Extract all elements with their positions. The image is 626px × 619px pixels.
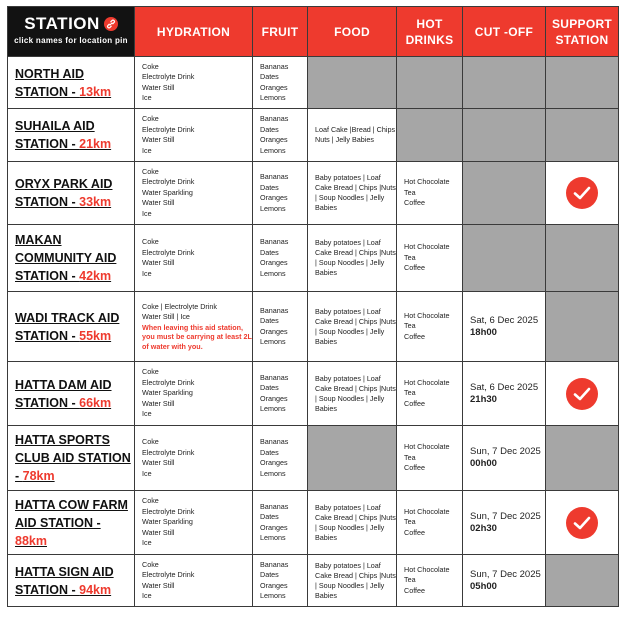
support-cell-unavailable: [546, 57, 619, 109]
fruit-item: Bananas: [260, 172, 289, 181]
fruit-item: Dates: [260, 247, 279, 257]
fruit-item: Dates: [260, 383, 279, 392]
hot-drink-item: Tea: [404, 388, 416, 398]
fruit-item: Oranges: [260, 82, 288, 92]
hot-drinks-cell: [397, 491, 463, 555]
fruit-item: Lemons: [260, 145, 286, 155]
fruit-item: Oranges: [260, 458, 288, 467]
hydration-item: Ice: [142, 208, 152, 218]
separator: -: [68, 137, 80, 151]
support-station-header: SUPPORT STATION: [546, 7, 619, 57]
hydration-item: Coke: [142, 496, 159, 506]
fruit-item: Lemons: [260, 203, 286, 213]
station-cell: [8, 162, 135, 225]
cutoff-cell-unavailable: [463, 57, 546, 109]
cutoff-date: Sun, 7 Dec 2025: [470, 568, 541, 580]
fruit-item: Dates: [260, 124, 279, 134]
hydration-item: Coke: [142, 559, 159, 569]
food-text: Baby potatoes | Loaf Cake Bread | Chips |Nuts | Soup Noodles | Jelly Babies: [315, 306, 396, 346]
food-cell: [308, 491, 397, 555]
hot-drink-item: Tea: [404, 452, 416, 462]
fruit-item: Lemons: [260, 404, 286, 413]
cutoff-time: 00h00: [470, 458, 497, 469]
station-link[interactable]: [15, 309, 134, 345]
table-row: [8, 162, 619, 225]
food-text: Baby potatoes | Loaf Cake Bread | Chips |Nuts | Soup Noodles | Jelly Babies: [315, 238, 396, 277]
cutoff-time: 21h30: [470, 393, 497, 405]
separator: -: [93, 515, 101, 530]
support-cell-unavailable: [546, 292, 619, 362]
station-name: HATTA DAM AID STATION: [15, 377, 112, 410]
hydration-cell: [135, 426, 253, 491]
separator: -: [68, 84, 80, 99]
station-cell: [8, 292, 135, 362]
hot-drink-item: Tea: [404, 517, 416, 527]
station-link[interactable]: [15, 496, 134, 550]
fruit-cell: [253, 555, 308, 607]
table-row: [8, 491, 619, 555]
fruit-item: Lemons: [260, 468, 286, 478]
fruit-item: Oranges: [260, 135, 288, 144]
fruit-item: Bananas: [260, 237, 289, 246]
separator: -: [68, 395, 80, 410]
hydration-item: Water Still: [142, 82, 175, 92]
hydration-item: Electrolyte Drink: [142, 506, 195, 516]
hydration-item: Coke: [142, 114, 159, 123]
fruit-cell: [253, 109, 308, 162]
hydration-warning: When leaving this aid station, you must be carrying at least 2L of water with you.: [142, 322, 252, 351]
hydration-item: Ice: [142, 145, 152, 155]
fruit-item: Oranges: [260, 326, 288, 336]
station-name: SUHAILA AID STATION: [15, 119, 95, 151]
cutoff-cell: [463, 426, 546, 491]
station-link[interactable]: [15, 563, 134, 599]
table-row: [8, 225, 619, 292]
fruit-cell: [253, 362, 308, 426]
fruit-item: Lemons: [260, 93, 286, 102]
table-row: [8, 57, 619, 109]
hot-drinks-cell: [397, 225, 463, 292]
fruit-cell: [253, 225, 308, 292]
station-link[interactable]: [15, 231, 134, 285]
hydration-item: Ice: [142, 591, 152, 600]
table-row: [8, 109, 619, 162]
station-distance: 88km: [15, 533, 47, 548]
cutoff-time: 02h30: [470, 522, 497, 534]
cutoff-cell: [463, 292, 546, 362]
hydration-item: Water Still: [142, 458, 175, 467]
hydration-item: Water Still: [142, 398, 175, 408]
fruit-item: Lemons: [260, 591, 286, 600]
cutoff-cell-unavailable: [463, 109, 546, 162]
fruit-item: Dates: [260, 512, 279, 521]
hydration-item: Coke: [142, 237, 159, 246]
cutoff-cell: [463, 555, 546, 607]
hydration-item: Water Sparkling: [142, 187, 193, 197]
station-name: HATTA COW FARM AID STATION: [15, 497, 128, 530]
station-distance: 42km: [79, 269, 112, 283]
hydration-header: HYDRATION: [135, 7, 253, 57]
station-name: NORTH AID STATION: [15, 66, 84, 99]
hot-drinks-cell: [397, 292, 463, 362]
station-cell: [8, 491, 135, 555]
hot-drink-item: Hot Chocolate: [404, 506, 450, 516]
fruit-item: Bananas: [260, 437, 289, 446]
station-link[interactable]: [15, 117, 134, 153]
hydration-item: Electrolyte Drink: [142, 570, 195, 579]
support-cell-unavailable: [546, 109, 619, 162]
fruit-item: Bananas: [260, 305, 289, 315]
hot-drink-item: Coffee: [404, 463, 426, 473]
food-cell: [308, 555, 397, 607]
hydration-item: Ice: [142, 538, 152, 548]
hot-drink-item: Hot Chocolate: [404, 442, 450, 452]
hydration-item: Electrolyte Drink: [142, 377, 195, 387]
support-cell: [546, 362, 619, 426]
hydration-item: Coke | Electrolyte Drink: [142, 301, 217, 311]
fruit-item: Oranges: [260, 522, 288, 532]
hydration-item: Water Still | Ice: [142, 312, 190, 322]
checkmark-icon: [566, 177, 598, 209]
hot-drink-item: Coffee: [404, 331, 426, 341]
station-distance: 55km: [79, 328, 112, 343]
station-header: [8, 7, 135, 57]
hydration-item: Water Still: [142, 527, 175, 537]
hydration-cell: [135, 162, 253, 225]
table-row: [8, 362, 619, 426]
station-name: ORYX PARK AID STATION: [15, 177, 113, 209]
support-cell-unavailable: [546, 426, 619, 491]
separator: -: [68, 582, 80, 597]
fruit-cell: [253, 162, 308, 225]
support-cell: [546, 162, 619, 225]
separator: -: [15, 469, 23, 483]
hot-drink-item: Tea: [404, 252, 416, 262]
hydration-item: Ice: [142, 268, 152, 278]
hydration-item: Water Still: [142, 580, 175, 590]
food-cell: [308, 109, 397, 162]
hydration-item: Electrolyte Drink: [142, 247, 195, 257]
fruit-item: Lemons: [260, 337, 286, 346]
fruit-item: Dates: [260, 570, 279, 579]
station-cell: [8, 57, 135, 109]
hot-drink-item: Hot Chocolate: [404, 310, 450, 320]
hot-drink-item: Coffee: [404, 263, 426, 273]
support-cell-unavailable: [546, 225, 619, 292]
fruit-item: Dates: [260, 316, 279, 325]
hydration-item: Coke: [142, 437, 159, 446]
food-text: Baby potatoes | Loaf Cake Bread | Chips |Nuts | Soup Noodles | Jelly Babies: [315, 173, 396, 212]
food-text: Baby potatoes | Loaf Cake Bread | Chips |Nuts | Soup Noodles | Jelly Babies: [315, 502, 396, 542]
cutoff-date: Sun, 7 Dec 2025: [470, 446, 541, 457]
station-distance: 33km: [79, 195, 112, 209]
hydration-item: Electrolyte Drink: [142, 124, 195, 134]
table-row: [8, 292, 619, 362]
station-name: HATTA SPORTS CLUB AID STATION: [15, 433, 131, 465]
hydration-item: Ice: [142, 468, 152, 478]
station-cell: [8, 426, 135, 491]
station-name: MAKAN COMMUNITY AID STATION: [15, 233, 117, 283]
hydration-item: Coke: [142, 166, 159, 176]
station-cell: [8, 225, 135, 292]
fruit-item: Dates: [260, 182, 279, 192]
hydration-cell: [135, 491, 253, 555]
cutoff-cell: [463, 491, 546, 555]
station-cell: [8, 109, 135, 162]
fruit-item: Lemons: [260, 268, 286, 278]
station-distance: 66km: [79, 395, 112, 410]
fruit-item: Bananas: [260, 61, 289, 71]
hydration-item: Coke: [142, 61, 159, 71]
food-cell-unavailable: [308, 426, 397, 491]
hot-drinks-cell-unavailable: [397, 109, 463, 162]
station-distance: 13km: [79, 84, 112, 99]
cutoff-date: Sun, 7 Dec 2025: [470, 510, 541, 522]
food-cell: [308, 162, 397, 225]
food-cell-unavailable: [308, 57, 397, 109]
hot-drink-item: Tea: [404, 187, 416, 197]
fruit-cell: [253, 491, 308, 555]
hydration-item: Ice: [142, 93, 152, 102]
cutoff-time: 18h00: [470, 326, 497, 338]
hydration-item: Electrolyte Drink: [142, 177, 195, 187]
fruit-item: Bananas: [260, 559, 289, 569]
separator: -: [68, 195, 80, 209]
fruit-item: Dates: [260, 72, 279, 81]
hot-drinks-cell: [397, 555, 463, 607]
cutoff-date: Sat, 6 Dec 2025: [470, 314, 539, 326]
hydration-cell: [135, 225, 253, 292]
hot-drink-item: Tea: [404, 575, 416, 585]
hot-drink-item: Coffee: [404, 398, 426, 408]
hydration-item: Ice: [142, 409, 152, 419]
hydration-cell: [135, 555, 253, 607]
station-link[interactable]: [15, 65, 134, 101]
hot-drink-item: Hot Chocolate: [404, 564, 450, 574]
hydration-item: Coke: [142, 367, 159, 377]
hydration-item: Water Still: [142, 258, 175, 267]
cutoff-cell-unavailable: [463, 225, 546, 292]
cutoff-time: 05h00: [470, 580, 497, 592]
fruit-item: Bananas: [260, 501, 289, 511]
station-link[interactable]: [15, 175, 134, 211]
fruit-item: Oranges: [260, 393, 288, 403]
fruit-item: Bananas: [260, 114, 289, 123]
hydration-item: Water Still: [142, 135, 175, 144]
hot-drink-item: Coffee: [404, 585, 426, 595]
hot-drinks-header: HOT DRINKS: [397, 7, 463, 57]
checkmark-icon: [566, 378, 598, 410]
food-cell: [308, 362, 397, 426]
hydration-item: Electrolyte Drink: [142, 447, 195, 457]
fruit-item: Oranges: [260, 193, 288, 202]
food-text: Loaf Cake |Bread | Chips Nuts | Jelly Babies: [315, 125, 396, 144]
food-cell: [308, 292, 397, 362]
checkmark-icon: [566, 507, 598, 539]
separator: -: [68, 269, 80, 283]
food-text: Baby potatoes | Loaf Cake Bread | Chips |Nuts | Soup Noodles | Jelly Babies: [315, 560, 396, 600]
fruit-cell: [253, 426, 308, 491]
cutoff-cell-unavailable: [463, 162, 546, 225]
hydration-item: Water Sparkling: [142, 388, 193, 398]
hot-drink-item: Tea: [404, 321, 416, 331]
hot-drink-item: Hot Chocolate: [404, 177, 450, 187]
support-cell-unavailable: [546, 555, 619, 607]
link-icon: [104, 17, 118, 31]
cutoff-date: Sat, 6 Dec 2025: [470, 381, 539, 393]
station-distance: 78km: [22, 469, 55, 483]
food-text: Baby potatoes | Loaf Cake Bread | Chips |Nuts | Soup Noodles | Jelly Babies: [315, 373, 396, 413]
fruit-item: Lemons: [260, 533, 286, 542]
hot-drink-item: Coffee: [404, 198, 426, 208]
hot-drinks-cell-unavailable: [397, 57, 463, 109]
separator: -: [68, 328, 80, 343]
table-row: [8, 555, 619, 607]
station-subtitle: click names for location pin: [14, 36, 128, 45]
station-title: STATION: [24, 14, 100, 33]
hydration-cell: [135, 362, 253, 426]
hot-drinks-cell: [397, 426, 463, 491]
support-cell: [546, 491, 619, 555]
cutoff-header: CUT -OFF: [463, 7, 546, 57]
aid-station-table: [7, 6, 619, 607]
fruit-cell: [253, 292, 308, 362]
hydration-item: Water Still: [142, 198, 175, 208]
fruit-item: Dates: [260, 447, 279, 457]
fruit-item: Oranges: [260, 258, 288, 267]
cutoff-cell: [463, 362, 546, 426]
hot-drink-item: Coffee: [404, 527, 426, 537]
hydration-cell: [135, 292, 253, 362]
fruit-cell: [253, 57, 308, 109]
hydration-item: Electrolyte Drink: [142, 72, 195, 81]
food-cell: [308, 225, 397, 292]
fruit-header: FRUIT: [253, 7, 308, 57]
hydration-cell: [135, 57, 253, 109]
hydration-item: Water Sparkling: [142, 517, 193, 527]
hot-drink-item: Hot Chocolate: [404, 242, 450, 252]
station-name: HATTA SIGN AID STATION: [15, 564, 114, 597]
station-cell: [8, 555, 135, 607]
station-name: WADI TRACK AID STATION: [15, 310, 120, 343]
station-cell: [8, 362, 135, 426]
fruit-item: Bananas: [260, 372, 289, 382]
header-row: [8, 7, 619, 57]
table-row: [8, 426, 619, 491]
station-distance: 21km: [79, 137, 112, 151]
food-header: FOOD: [308, 7, 397, 57]
hot-drinks-cell: [397, 362, 463, 426]
hydration-cell: [135, 109, 253, 162]
station-distance: 94km: [79, 582, 112, 597]
station-link[interactable]: [15, 376, 134, 412]
fruit-item: Oranges: [260, 580, 288, 590]
hot-drinks-cell: [397, 162, 463, 225]
hot-drink-item: Hot Chocolate: [404, 377, 450, 387]
station-link[interactable]: [15, 431, 134, 485]
